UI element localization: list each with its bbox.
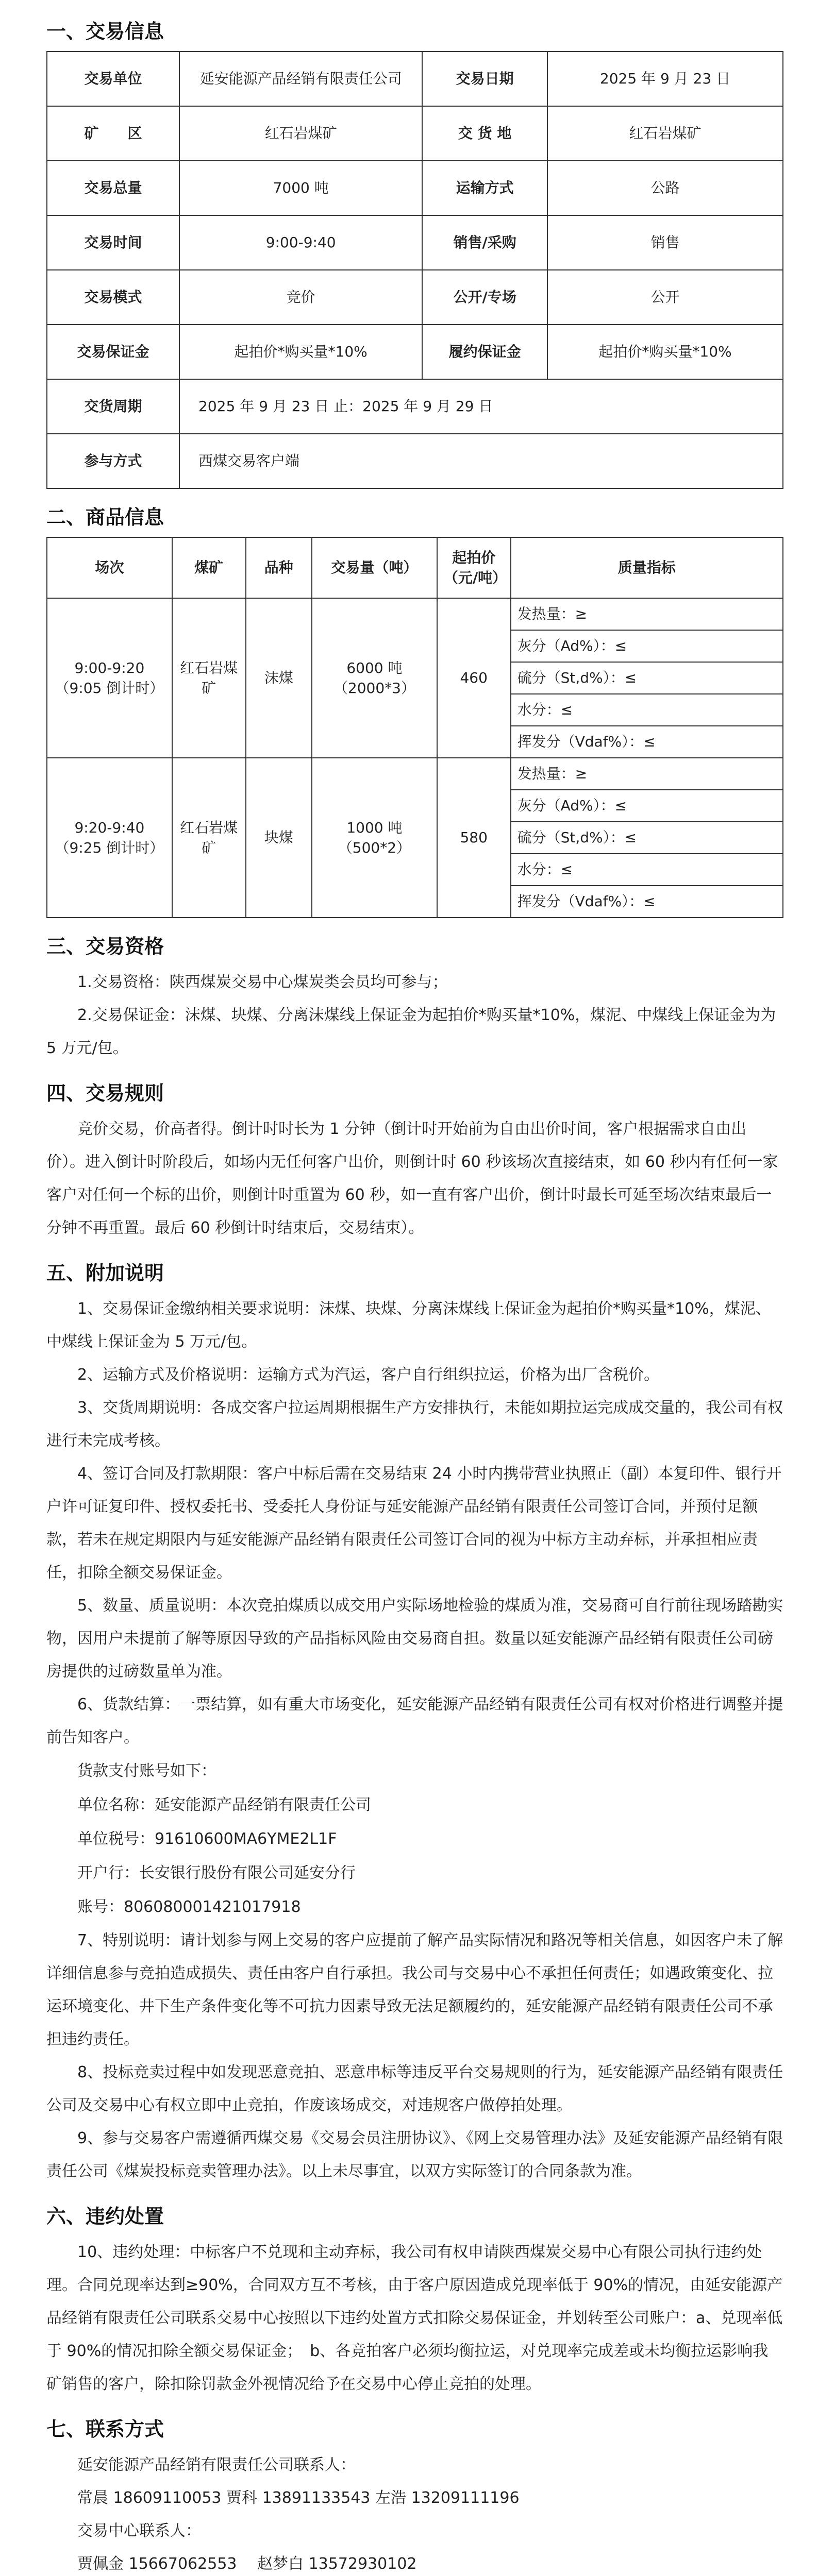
account-number: 账号：806080001421017918 — [77, 1898, 301, 1916]
col-header-mine: 煤矿 — [172, 537, 246, 598]
session-countdown: （9:25 倒计时） — [55, 839, 164, 856]
join-label: 参与方式 — [47, 434, 179, 488]
quantity-total: 6000 吨 — [346, 659, 403, 676]
session-time: 9:20-9:40 — [74, 819, 145, 836]
mine-cell: 红石岩煤矿 — [172, 758, 246, 918]
mode-label: 交易模式 — [47, 270, 179, 325]
delivery-value: 红石岩煤矿 — [547, 106, 783, 161]
additional-paragraph: 2、运输方式及价格说明：运输方式为汽运，客户自行组织拉运，价格为出厂含税价。 — [77, 1366, 660, 1384]
additional-paragraph: 8、投标竞卖过程中如发现恶意竞拍、恶意串标等违反平台交易规则的行为，延安能源产品经销有限责任公司及交易中心有权立即中止竞拍，作废该场成交，对违规客户做停拍处理。 — [46, 2063, 783, 2114]
account-name: 单位名称：延安能源产品经销有限责任公司 — [77, 1796, 371, 1814]
col-header-quantity: 交易量（吨） — [312, 537, 437, 598]
center-contact-people: 贾佩金 15667062553 赵梦白 13572930102 — [77, 2555, 417, 2573]
quantity-total: 1000 吨 — [346, 819, 403, 836]
announcement-page — [46, 15, 783, 2576]
quantity-split: （500*2） — [338, 839, 411, 856]
period-value: 2025 年 9 月 23 日 止：2025 年 9 月 29 日 — [179, 379, 783, 434]
quality-item: 灰分（Ad%）：≤ — [511, 630, 783, 662]
public-label: 公开/专场 — [422, 270, 547, 325]
quantity-cell — [312, 758, 437, 918]
additional-paragraph: 1、交易保证金缴纳相关要求说明：沫煤、块煤、分离沫煤线上保证金为起拍价*购买量*10%，煤泥、中煤线上保证金为 5 万元/包。 — [46, 1300, 771, 1351]
join-value: 西煤交易客户端 — [179, 434, 783, 488]
period-label: 交货周期 — [47, 379, 179, 434]
qualification-paragraph: 1.交易资格：陕西煤炭交易中心煤炭类会员均可参与； — [77, 973, 448, 991]
section-title-trade-info: 一、交易信息 — [46, 20, 164, 43]
center-contact-label: 交易中心联系人： — [77, 2522, 201, 2540]
price-cell: 460 — [437, 598, 511, 758]
mine-cell: 红石岩煤矿 — [172, 598, 246, 758]
section-title-contact: 七、联系方式 — [46, 2418, 164, 2441]
col-header-quality: 质量指标 — [511, 537, 783, 598]
deposit-value: 起拍价*购买量*10% — [179, 325, 422, 379]
session-cell — [47, 598, 172, 758]
account-tax-id: 单位税号：91610600MA6YME2L1F — [77, 1830, 337, 1848]
performance-deposit-label: 履约保证金 — [422, 325, 547, 379]
col-header-kind: 品种 — [246, 537, 312, 598]
time-value: 9:00-9:40 — [179, 215, 422, 270]
section-title-qualification: 三、交易资格 — [46, 935, 164, 958]
goods-table — [46, 537, 783, 918]
transport-label: 运输方式 — [422, 161, 547, 215]
transport-value: 公路 — [547, 161, 783, 215]
kind-cell: 沫煤 — [246, 598, 312, 758]
col-header-session: 场次 — [47, 537, 172, 598]
quality-item: 水分：≤ — [511, 694, 783, 726]
seller-value: 延安能源产品经销有限责任公司 — [179, 52, 422, 106]
seller-label: 交易单位 — [47, 52, 179, 106]
session-time: 9:00-9:20 — [74, 659, 145, 676]
qualification-paragraph: 2.交易保证金：沫煤、块煤、分离沫煤线上保证金为起拍价*购买量*10%，煤泥、中煤线上保证金为为 5 万元/包。 — [46, 1006, 776, 1057]
breach-paragraph: 10、违约处理：中标客户不兑现和主动弃标，我公司有权申请陕西煤炭交易中心有限公司执行违约处理。合同兑现率达到≥90%，合同双方互不考核，由于客户原因造成兑现率低于 90%的情况，由延安能源产品经销有限责任公司联系交易中心按照以下违约处置方式扣除交易保证金，并划转至公司账户：a、兑现率低于 90%的情况扣除全额交易保证金； b、各竞拍客户必须均衡拉运，对兑现率完成差或未均衡拉运影响我矿销售的客户，除扣除罚款金外视情况给予在交易中心停止竞拍的处理。 — [46, 2243, 783, 2393]
goods-row — [47, 598, 783, 630]
section-title-additional: 五、附加说明 — [46, 1262, 164, 1284]
performance-deposit-value: 起拍价*购买量*10% — [547, 325, 783, 379]
rules-paragraph: 竞价交易，价高者得。倒计时时长为 1 分钟（倒计时开始前为自由出价时间，客户根据需求自由出价）。进入倒计时阶段后，如场内无任何客户出价，则倒计时 60 秒该场次直接结束，如 60 秒内有任何一家客户对任何一个标的出价，则倒计时重置为 60 秒，如一直有客户出价，倒计时最长可延至场次结束最后一分钟不再重置。最后 60 秒倒计时结束后，交易结束）。 — [46, 1120, 778, 1237]
quality-item: 灰分（Ad%）：≤ — [511, 790, 783, 822]
trade-info-table — [46, 51, 783, 489]
deposit-label: 交易保证金 — [47, 325, 179, 379]
goods-header-row — [47, 537, 783, 598]
price-cell: 580 — [437, 758, 511, 918]
mine-value: 红石岩煤矿 — [179, 106, 422, 161]
goods-row — [47, 758, 783, 790]
additional-paragraph: 5、数量、质量说明：本次竞拍煤质以成交用户实际场地检验的煤质为准，交易商可自行前往现场踏勘实物，因用户未提前了解等原因导致的产品指标风险由交易商自担。数量以延安能源产品经销有限责任公司磅房提供的过磅数量单为准。 — [46, 1597, 783, 1681]
additional-paragraph: 3、交货周期说明：各成交客户拉运周期根据生产方安排执行，未能如期拉运完成成交量的，我公司有权进行未完成考核。 — [46, 1399, 783, 1450]
additional-paragraph: 9、参与交易客户需遵循西煤交易《交易会员注册协议》、《网上交易管理办法》及延安能源产品经销有限责任公司《煤炭投标竞卖管理办法》。以上未尽事宜，以双方实际签订的合同条款为准。 — [46, 2129, 783, 2180]
quality-item: 发热量：≥ — [511, 598, 783, 630]
quality-item: 发热量：≥ — [511, 758, 783, 790]
quality-item: 挥发分（Vdaf%）：≤ — [511, 886, 783, 918]
additional-paragraph: 6、货款结算：一票结算，如有重大市场变化，延安能源产品经销有限责任公司有权对价格进行调整并提前告知客户。 — [46, 1696, 783, 1747]
col-header-price: 起拍价（元/吨） — [437, 537, 511, 598]
sale-value: 销售 — [547, 215, 783, 270]
mine-label: 矿 区 — [47, 106, 179, 161]
quality-item: 硫分（St,d%）：≤ — [511, 662, 783, 694]
quality-item: 挥发分（Vdaf%）：≤ — [511, 726, 783, 758]
quality-item: 硫分（St,d%）：≤ — [511, 822, 783, 854]
section-title-goods: 二、商品信息 — [46, 506, 164, 529]
date-value: 2025 年 9 月 23 日 — [547, 52, 783, 106]
additional-paragraph: 7、特别说明：请计划参与网上交易的客户应提前了解产品实际情况和路况等相关信息，如因客户未了解详细信息参与竞拍造成损失、责任由客户自行承担。我公司与交易中心不承担任何责任；如遇政策变化、拉运环境变化、井下生产条件变化等不可抗力因素导致无法足额履约的，延安能源产品经销有限责任公司不承担违约责任。 — [46, 1931, 783, 2048]
section-title-breach: 六、违约处置 — [46, 2205, 164, 2228]
quantity-cell — [312, 598, 437, 758]
total-value: 7000 吨 — [179, 161, 422, 215]
section-title-rules: 四、交易规则 — [46, 1082, 164, 1105]
additional-paragraph: 4、签订合同及打款期限：客户中标后需在交易结束 24 小时内携带营业执照正（副）本复印件、银行开户许可证复印件、授权委托书、受委托人身份证与延安能源产品经销有限责任公司签订合同，并预付足额款，若未在规定期限内与延安能源产品经销有限责任公司签订合同的视为中标方主动弃标，并承担相应责任，扣除全额交易保证金。 — [46, 1465, 782, 1582]
account-intro: 货款支付账号如下： — [77, 1762, 216, 1780]
sale-label: 销售/采购 — [422, 215, 547, 270]
quantity-split: （2000*3） — [333, 680, 415, 697]
session-cell — [47, 758, 172, 918]
session-countdown: （9:05 倒计时） — [55, 680, 164, 697]
delivery-label: 交 货 地 — [422, 106, 547, 161]
account-bank: 开户行：长安银行股份有限公司延安分行 — [77, 1864, 356, 1882]
kind-cell: 块煤 — [246, 758, 312, 918]
time-label: 交易时间 — [47, 215, 179, 270]
quality-item: 水分：≤ — [511, 854, 783, 886]
total-label: 交易总量 — [47, 161, 179, 215]
date-label: 交易日期 — [422, 52, 547, 106]
public-value: 公开 — [547, 270, 783, 325]
company-contact-people: 常晨 18609110053 贾科 13891133543 左浩 13209111196 — [77, 2489, 520, 2507]
mode-value: 竞价 — [179, 270, 422, 325]
company-contact-label: 延安能源产品经销有限责任公司联系人： — [77, 2456, 356, 2474]
